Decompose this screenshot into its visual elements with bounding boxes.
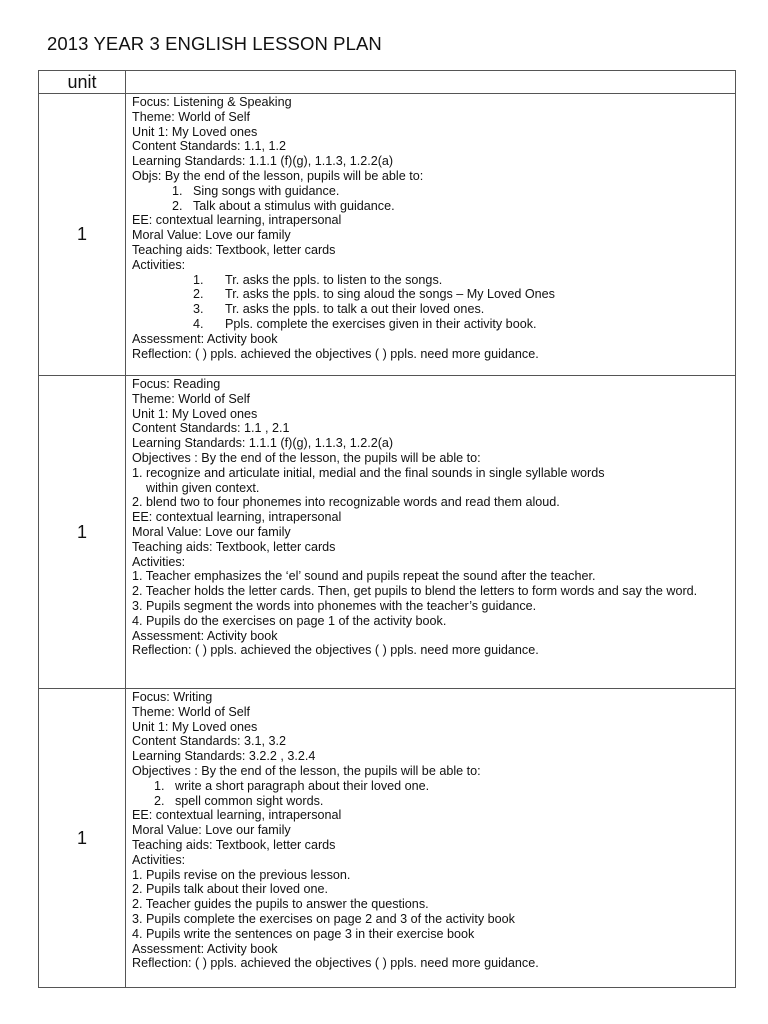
lesson-details xyxy=(126,689,736,988)
activities-label: Activities: xyxy=(132,257,186,272)
objective-item: 2. blend two to four phonemes into recognizable words and read them aloud. xyxy=(132,495,560,510)
lesson-details xyxy=(126,376,736,689)
lesson-row-reading xyxy=(39,376,736,689)
content-standards-line: Content Standards: 3.1, 3.2 xyxy=(132,734,287,749)
objective-item: 1. recognize and articulate initial, medial and the final sounds in single syllable words xyxy=(132,465,605,480)
moral-value-line: Moral Value: Love our family xyxy=(132,524,291,539)
objectives-intro: Objectives : By the end of the lesson, the pupils will be able to: xyxy=(132,450,481,465)
reflection-line: Reflection: ( ) ppls. achieved the objectives ( ) ppls. need more guidance. xyxy=(132,956,539,971)
ee-line: EE: contextual learning, intrapersonal xyxy=(132,808,342,823)
objective-item xyxy=(132,779,735,794)
ee-line: EE: contextual learning, intrapersonal xyxy=(132,510,342,525)
objectives-intro: Objectives : By the end of the lesson, the pupils will be able to: xyxy=(132,763,481,778)
activity-number: 2. xyxy=(193,287,204,302)
reflection-line: Reflection: ( ) ppls. achieved the objectives ( ) ppls. need more guidance. xyxy=(132,643,539,658)
objective-number: 1. xyxy=(172,183,183,198)
lesson-row-writing xyxy=(39,689,736,988)
objective-text: write a short paragraph about their loved one. xyxy=(175,778,430,793)
activity-item: 4. Pupils write the sentences on page 3 in their exercise book xyxy=(132,926,475,941)
activity-number: 1. xyxy=(193,272,204,287)
content-standards-line: Content Standards: 1.1 , 2.1 xyxy=(132,421,290,436)
content-standards-line: Content Standards: 1.1, 1.2 xyxy=(132,139,287,154)
unit-title-line: Unit 1: My Loved ones xyxy=(132,124,258,139)
teaching-aids-line: Teaching aids: Textbook, letter cards xyxy=(132,242,336,257)
activity-number: 3. xyxy=(193,302,204,317)
learning-standards-line: Learning Standards: 3.2.2 , 3.2.4 xyxy=(132,749,316,764)
objective-item xyxy=(132,794,735,809)
lesson-plan-table xyxy=(38,70,736,988)
objectives-intro: Objs: By the end of the lesson, pupils will be able to: xyxy=(132,168,424,183)
objective-text: Sing songs with guidance. xyxy=(193,183,340,198)
activity-item: 2. Teacher guides the pupils to answer the questions. xyxy=(132,897,429,912)
learning-standards-line: Learning Standards: 1.1.1 (f)(g), 1.1.3, 1.2.2(a) xyxy=(132,154,394,169)
assessment-line: Assessment: Activity book xyxy=(132,331,278,346)
unit-number: 1 xyxy=(39,689,126,988)
objective-item-continued: within given context. xyxy=(146,480,260,495)
activity-number: 4. xyxy=(193,316,204,331)
activity-text: Tr. asks the ppls. to listen to the songs. xyxy=(225,272,443,287)
activity-item: 2. Pupils talk about their loved one. xyxy=(132,882,329,897)
unit-title-line: Unit 1: My Loved ones xyxy=(132,719,258,734)
activity-item xyxy=(132,302,735,317)
activities-label: Activities: xyxy=(132,852,186,867)
objective-item xyxy=(132,184,735,199)
table-header-row xyxy=(39,71,736,94)
lesson-row-listening-speaking xyxy=(39,94,736,376)
reflection-line: Reflection: ( ) ppls. achieved the objectives ( ) ppls. need more guidance. xyxy=(132,346,539,361)
page-title: 2013 YEAR 3 ENGLISH LESSON PLAN xyxy=(47,33,382,54)
theme-line: Theme: World of Self xyxy=(132,109,251,124)
objective-number: 2. xyxy=(154,793,165,808)
activity-item: 4. Pupils do the exercises on page 1 of the activity book. xyxy=(132,613,447,628)
lesson-details xyxy=(126,94,736,376)
unit-title-line: Unit 1: My Loved ones xyxy=(132,406,258,421)
activity-text: Ppls. complete the exercises given in their activity book. xyxy=(225,316,537,331)
content-column-header xyxy=(126,71,736,94)
unit-number: 1 xyxy=(39,94,126,376)
activity-item xyxy=(132,287,735,302)
assessment-line: Assessment: Activity book xyxy=(132,941,278,956)
activity-item xyxy=(132,317,735,332)
objective-number: 1. xyxy=(154,778,165,793)
unit-column-header: unit xyxy=(39,71,126,94)
activity-text: Tr. asks the ppls. to talk a out their loved ones. xyxy=(225,302,485,317)
activity-item: 1. Teacher emphasizes the ‘el’ sound and pupils repeat the sound after the teacher. xyxy=(132,569,596,584)
unit-number: 1 xyxy=(39,376,126,689)
activity-text: Tr. asks the ppls. to sing aloud the songs – My Loved Ones xyxy=(225,287,555,302)
activity-item xyxy=(132,273,735,288)
assessment-line: Assessment: Activity book xyxy=(132,628,278,643)
activity-item: 2. Teacher holds the letter cards. Then, get pupils to blend the letters to form words and say the word. xyxy=(132,584,698,599)
teaching-aids-line: Teaching aids: Textbook, letter cards xyxy=(132,837,336,852)
focus-line: Focus: Reading xyxy=(132,377,221,391)
objective-number: 2. xyxy=(172,198,183,213)
theme-line: Theme: World of Self xyxy=(132,391,251,406)
activity-item: 1. Pupils revise on the previous lesson. xyxy=(132,867,351,882)
moral-value-line: Moral Value: Love our family xyxy=(132,823,291,838)
theme-line: Theme: World of Self xyxy=(132,704,251,719)
activity-item: 3. Pupils segment the words into phonemes with the teacher’s guidance. xyxy=(132,598,537,613)
focus-line: Focus: Writing xyxy=(132,690,213,704)
activity-item: 3. Pupils complete the exercises on page 2 and 3 of the activity book xyxy=(132,911,515,926)
ee-line: EE: contextual learning, intrapersonal xyxy=(132,213,342,228)
focus-line: Focus: Listening & Speaking xyxy=(132,95,292,109)
teaching-aids-line: Teaching aids: Textbook, letter cards xyxy=(132,539,336,554)
learning-standards-line: Learning Standards: 1.1.1 (f)(g), 1.1.3, 1.2.2(a) xyxy=(132,436,394,451)
objective-text: spell common sight words. xyxy=(175,793,324,808)
activities-label: Activities: xyxy=(132,554,186,569)
moral-value-line: Moral Value: Love our family xyxy=(132,228,291,243)
objective-text: Talk about a stimulus with guidance. xyxy=(193,198,395,213)
objective-item xyxy=(132,199,735,214)
